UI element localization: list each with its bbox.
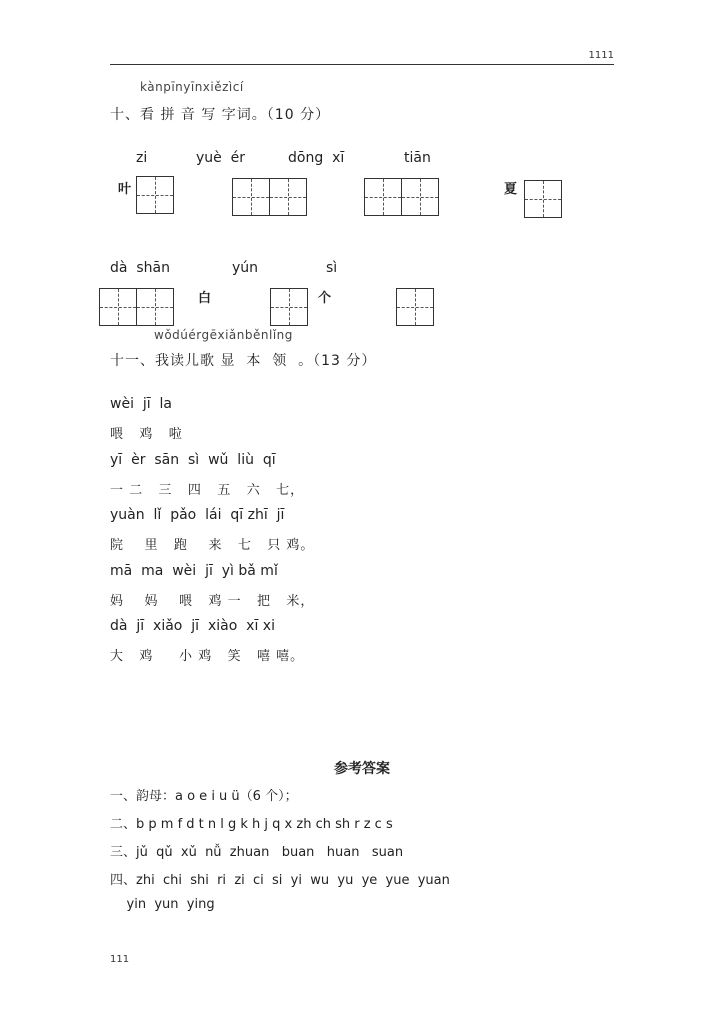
writing-cell[interactable]: [364, 178, 402, 216]
writing-cell[interactable]: [136, 176, 174, 214]
answer-line: 四、zhi chi shi ri zi ci si yi wu yu ye yue yuan: [110, 873, 450, 888]
answer-line: yin yun ying: [110, 897, 215, 912]
song-pinyin-line: wèi jī la: [110, 396, 173, 412]
q10-pinyin-5: dà shān: [110, 260, 170, 276]
q10-pinyin-7: sì: [326, 260, 338, 276]
writing-cell[interactable]: [396, 288, 434, 326]
footer-page-number: 111: [110, 954, 130, 965]
q10-pinyin-2: yuè ér: [196, 150, 246, 166]
q10-pinyin-4: tiān: [404, 150, 431, 166]
q10-pinyin-hint: kànpīnyīnxiězìcí: [140, 80, 244, 94]
q10-writing-grid-7[interactable]: [396, 288, 434, 326]
writing-cell[interactable]: [232, 178, 270, 216]
q10-writing-grid-2[interactable]: [232, 178, 307, 216]
writing-cell[interactable]: [136, 288, 174, 326]
q10-pinyin-3: dōng xī: [288, 150, 345, 166]
song-hanzi-line: 院 里 跑 来 七 只 鸡。: [110, 538, 315, 553]
header-page-number: 1111: [588, 50, 614, 61]
song-pinyin-line: dà jī xiǎo jī xiào xī xi: [110, 618, 275, 634]
answer-line: 三、jǔ qǔ xǔ nǚ zhuan buan huan suan: [110, 845, 404, 860]
q10-char-ge: 个: [318, 291, 332, 306]
song-hanzi-line: 喂 鸡 啦: [110, 427, 183, 442]
q10-char-xia: 夏: [504, 182, 518, 197]
q11-title: 十一、我读儿歌 显 本 领 。（13 分）: [110, 353, 377, 369]
q10-writing-grid-5[interactable]: [99, 288, 174, 326]
song-pinyin-line: mā ma wèi jī yì bǎ mǐ: [110, 563, 278, 579]
q10-char-bai: 白: [198, 291, 212, 306]
q10-pinyin-1: zi: [136, 150, 148, 166]
q11-pinyin-hint: wǒdúérgēxiǎnběnlǐng: [154, 328, 293, 342]
writing-cell[interactable]: [524, 180, 562, 218]
song-hanzi-line: 妈 妈 喂 鸡 一 把 米，: [110, 594, 315, 609]
q10-char-ye: 叶: [118, 182, 132, 197]
writing-cell[interactable]: [401, 178, 439, 216]
q10-writing-grid-6[interactable]: [270, 288, 308, 326]
answers-title: 参考答案: [334, 761, 390, 777]
q10-writing-grid-3[interactable]: [364, 178, 439, 216]
song-hanzi-line: 大 鸡 小 鸡 笑 嘻 嘻。: [110, 649, 305, 664]
header-rule: [110, 64, 614, 65]
answer-line: 二、b p m f d t n l g k h j q x zh ch sh r z c s: [110, 817, 393, 832]
writing-cell[interactable]: [270, 288, 308, 326]
writing-cell[interactable]: [269, 178, 307, 216]
song-hanzi-line: 一 二 三 四 五 六 七，: [110, 483, 305, 498]
writing-cell[interactable]: [99, 288, 137, 326]
answer-line: 一、韵母：a o e i u ü（6 个）；: [110, 789, 298, 804]
q10-title: 十、看 拼 音 写 字词。（10 分）: [110, 107, 331, 123]
song-pinyin-line: yuàn lǐ pǎo lái qī zhī jī: [110, 507, 285, 523]
q10-writing-grid-1[interactable]: [136, 176, 174, 214]
song-pinyin-line: yī èr sān sì wǔ liù qī: [110, 452, 276, 468]
q10-writing-grid-4[interactable]: [524, 180, 562, 218]
q10-pinyin-6: yún: [232, 260, 259, 276]
